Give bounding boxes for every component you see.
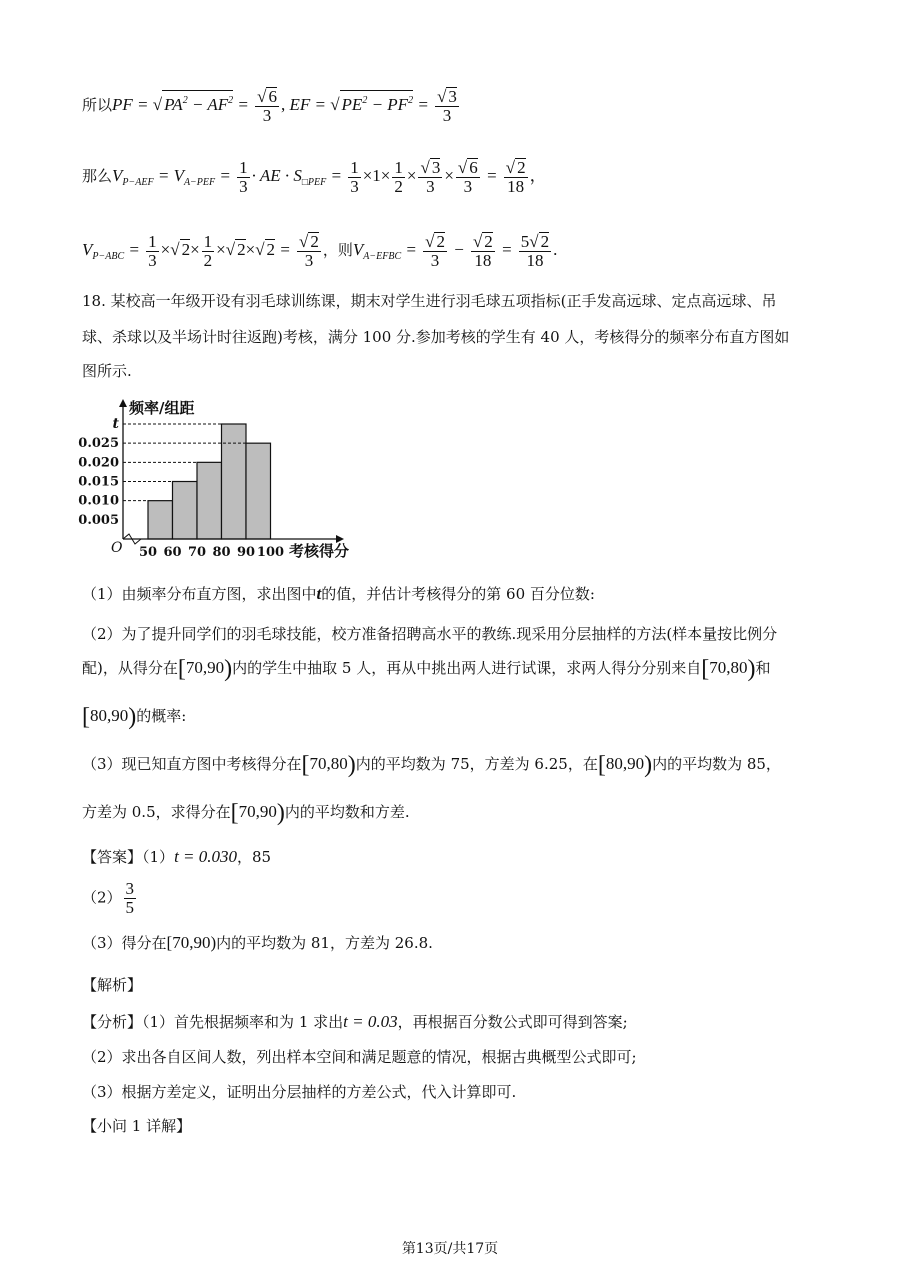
q3-text-b1: 方差为 0.5，求得分在 — [82, 803, 231, 821]
problem-intro-line3: 图所示. — [82, 362, 132, 380]
analysis-label: 【分析】 — [82, 1013, 143, 1031]
formula-pf-ef: 所以PF = √ $PA^2 - AF^2$ = √ $\frac{6}{3}$ , EF = √ $PE^2 - PF^2$ = √ $\frac{3}{3}$ — [82, 87, 461, 125]
answer-line-2 — [82, 880, 138, 917]
intro-text-1: 某校高一年级开设有羽毛球训练课，期末对学生进行羽毛球五项指标(正手发高远球、定点高远球、吊 — [110, 292, 777, 310]
x-tick-label: 90 — [236, 545, 256, 560]
answer-1-value: t = 0.030 — [174, 847, 238, 866]
interval-80-90: 80,90 — [90, 706, 129, 725]
interval-70-80: 70,80 — [309, 754, 348, 773]
origin-label: O — [111, 540, 123, 556]
y-tick-label: 0.015 — [78, 474, 119, 490]
x-tick-label: 60 — [163, 545, 182, 560]
y-axis-title: 频率/组距 — [129, 399, 195, 417]
problem-number: 18. — [82, 292, 106, 310]
y-axis-arrow — [119, 399, 127, 407]
answer-1-prefix: （1） — [142, 848, 175, 866]
y-tick-label: 0.025 — [78, 436, 119, 452]
x-axis-title: 考核得分 — [289, 542, 350, 560]
answer-3-suffix: 内的平均数为 81，方差为 26.8. — [216, 934, 433, 952]
answer-2-numerator: 3 — [125, 879, 135, 898]
interval-80-90: 80,90 — [605, 754, 645, 773]
q1-text-a: （1）由频率分布直方图，求出图中 — [82, 585, 317, 603]
analysis-1-text-a: （1）首先根据频率和为 1 求出 — [142, 1013, 344, 1031]
page-footer: 第13页/共17页 — [401, 1241, 499, 1257]
answer-1-suffix: ，85 — [237, 848, 272, 866]
histogram-bar — [246, 443, 271, 539]
histogram-bar — [222, 424, 247, 539]
answer-2-denominator: 5 — [125, 898, 135, 917]
q3-text-a2: 内的平均数为 75，方差为 6.25，在 — [355, 755, 598, 773]
histogram-bar — [197, 462, 222, 539]
interval-70-90: 70,90 — [185, 658, 225, 677]
histogram-bar — [148, 501, 173, 539]
problem-intro-line2: 球、杀球以及半场计时往返跑)考核，满分 100 分.参加考核的学生有 40 人，考核得分的频率分布直方图如 — [82, 328, 790, 346]
x-tick-label: 100 — [256, 545, 285, 560]
x-tick-label: 50 — [138, 545, 158, 560]
y-tick-label: 0.005 — [78, 512, 119, 528]
analysis-line-1 — [82, 1012, 628, 1032]
then-sep: ， — [529, 165, 547, 185]
answer-line-3 — [82, 933, 433, 953]
then-prefix: 那么 — [82, 166, 113, 185]
y-tick-label: t — [112, 416, 119, 432]
formula-volume-efbc: $V_{P-ABC}$ = $\frac{1}{3}$ ×√ 2× $\frac{1}{2}$ ×√ 2×√ 2 = √ $\frac{2}{3}$ ，则$V_{A-EFBC}$ = √ $\frac{2}{3}$ − √ $\frac{2}{18}$ = $\frac{5√ 2}{18}$ . — [82, 232, 557, 270]
q2-text-b1: 配)，从得分在 — [82, 659, 178, 677]
analysis-line-3: （3）根据方差定义，证明出分层抽样的方差公式，代入计算即可. — [82, 1083, 517, 1101]
formula-volume-pef: 那么$V_{P-AEF} = V_{A-PEF}$ = $\frac{1}{3}$ · AE · $S_{□PEF}$ = $\frac{1}{3}$ ×1× $\frac{1}{2}$ × √ $\frac{3}{3}$ × √ $\frac{6}{3}$ = √ $\frac{2}{18}$ ， — [82, 158, 547, 196]
frequency-histogram — [78, 395, 378, 570]
problem-intro-line1 — [82, 291, 777, 311]
x-tick-label: 80 — [212, 545, 231, 560]
answer-line-1 — [82, 847, 271, 867]
sub-question-1-heading: 【小问 1 详解】 — [82, 1117, 192, 1135]
q2-text-c: 的概率: — [136, 707, 187, 725]
q3-text-a1: （3）现已知直方图中考核得分在 — [82, 755, 302, 773]
analysis-1-eq: t = 0.03 — [343, 1012, 398, 1031]
question-3-line2: 方差为 0.5，求得分在[70,90)内的平均数和方差. — [82, 800, 410, 826]
analysis-line-2: （2）求出各自区间人数，列出样本空间和满足题意的情况，根据古典概型公式即可; — [82, 1048, 637, 1066]
answer-3-interval: [70,90) — [166, 933, 217, 952]
y-tick-label: 0.020 — [78, 455, 119, 471]
histogram-bar — [173, 482, 198, 540]
formula-ef: EF = √ $PE^2 - PF^2$ = √ $\frac{3}{3}$ — [289, 95, 460, 114]
analysis-1-text-b: ，再根据百分数公式即可得到答案; — [397, 1013, 628, 1031]
answer-2-prefix: （2） — [82, 888, 122, 907]
answer-label: 【答案】 — [82, 848, 143, 866]
q1-var-t: t — [316, 584, 322, 603]
question-1 — [82, 584, 595, 604]
pf-prefix: 所以 — [82, 95, 113, 114]
q3-text-a3: 内的平均数为 85， — [652, 755, 781, 773]
q2-text-b3: 和 — [755, 659, 771, 677]
question-2-line2: 配)，从得分在[70,90)内的学生中抽取 5 人，再从中挑出两人进行试课，求两人得分分别来自[70,80)和 — [82, 656, 771, 682]
y-tick-label: 0.010 — [78, 493, 119, 509]
question-2-line3: [80,90)的概率: — [82, 704, 187, 730]
so-prefix: ，则 — [322, 240, 353, 259]
answer-3-prefix: （3）得分在 — [82, 934, 167, 952]
q3-text-b2: 内的平均数和方差. — [284, 803, 410, 821]
x-tick-label: 70 — [187, 545, 207, 560]
question-2-line1: （2）为了提升同学们的羽毛球技能，校方准备招聘高水平的教练.现采用分层抽样的方法(样本量按比例分 — [82, 625, 778, 643]
q2-text-b2: 内的学生中抽取 5 人，再从中挑出两人进行试课，求两人得分分别来自 — [232, 659, 702, 677]
interval-70-90: 70,90 — [238, 802, 277, 821]
interval-70-80: 70,80 — [709, 658, 748, 677]
q1-text-b: 的值，并估计考核得分的第 60 百分位数: — [321, 585, 595, 603]
question-3-line1: （3）现已知直方图中考核得分在[70,80)内的平均数为 75，方差为 6.25，在[80,90)内的平均数为 85， — [82, 752, 781, 778]
formula-pf: PF = √ $PA^2 - AF^2$ = √ $\frac{6}{3}$ — [112, 95, 281, 114]
analysis-header: 【解析】 — [82, 976, 143, 994]
